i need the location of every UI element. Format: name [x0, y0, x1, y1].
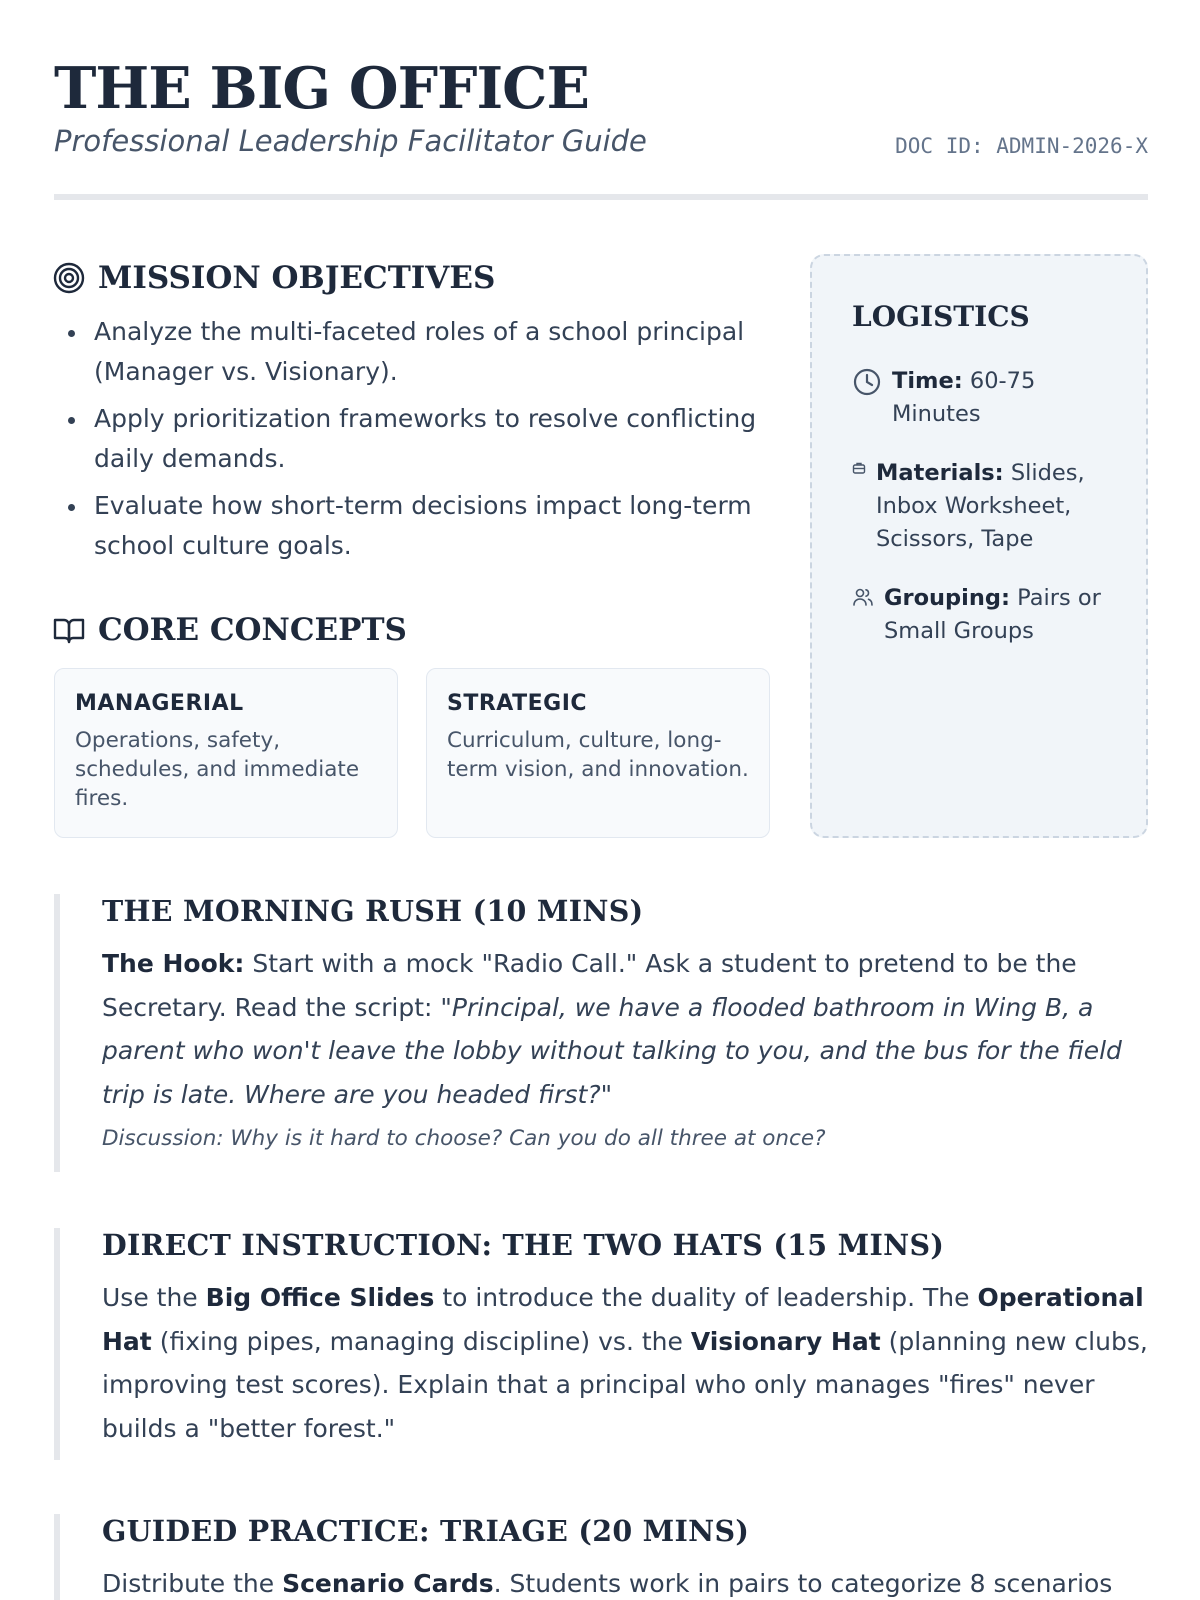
logistics-value: 60-75 Minutes: [892, 368, 1036, 427]
activity-body: [102, 1276, 1148, 1450]
concept-description: Operations, safety, schedules, and immediate fires.: [75, 728, 360, 811]
users-icon: [852, 586, 874, 608]
objectives-heading: MISSION OBJECTIVES: [98, 260, 496, 296]
hook-label: The Hook:: [102, 949, 245, 978]
body-text: (fixing pipes, managing discipline) vs. the: [159, 1326, 683, 1356]
logistics-value: Slides, Inbox Worksheet, Scissors, Tape: [876, 460, 1085, 552]
logistics-item-materials: [852, 457, 1106, 556]
concept-card-strategic: [426, 668, 770, 838]
logistics-panel: [810, 254, 1148, 838]
list-item: Analyze the multi-faceted roles of a school principal (Manager vs. Visionary).: [54, 312, 774, 392]
concepts-heading-row: [52, 612, 407, 648]
emphasis: Big Office Slides: [205, 1283, 435, 1312]
concepts-heading: CORE CONCEPTS: [98, 612, 407, 648]
page-title: THE BIG OFFICE: [54, 55, 589, 122]
logistics-item-time: [852, 365, 1106, 431]
doc-id: DOC ID: ADMIN-2026-X: [895, 134, 1148, 158]
body-text: to introduce the duality of leadership. The: [442, 1283, 970, 1312]
logistics-item-grouping: [852, 582, 1106, 648]
activity-morning-rush: [54, 894, 1148, 1172]
activity-heading: THE MORNING RUSH (10 MINS): [102, 894, 644, 928]
list-item: Evaluate how short-term decisions impact long-term school culture goals.: [54, 486, 774, 566]
concept-label: MANAGERIAL: [75, 691, 244, 716]
briefcase-icon: [852, 461, 866, 475]
body-text: . Students work in pairs to categorize 8 scenarios: [493, 1569, 1113, 1598]
concept-label: STRATEGIC: [447, 691, 588, 716]
activity-heading: DIRECT INSTRUCTION: THE TWO HATS (15 MINS): [102, 1228, 945, 1262]
emphasis: Visionary Hat: [690, 1326, 881, 1356]
hook-text: Start with a mock "Radio Call." Ask a student to pretend to be the Secretary. Read the script:: [102, 949, 1077, 1022]
body-text: Distribute the: [102, 1569, 275, 1598]
logistics-heading: LOGISTICS: [852, 300, 1030, 333]
logistics-value: Pairs or Small Groups: [884, 585, 1101, 644]
objectives-list: [54, 312, 774, 573]
clock-icon: [852, 367, 882, 397]
target-icon: [52, 261, 86, 295]
page-subtitle: Professional Leadership Facilitator Guide: [54, 124, 647, 158]
logistics-label: Materials:: [876, 460, 1004, 486]
objectives-heading-row: [52, 260, 495, 296]
emphasis: Scenario Cards: [282, 1569, 494, 1598]
book-icon: [52, 613, 86, 647]
body-text: (planning new clubs, improving test scores). Explain that a principal who only manages "fires" never builds a "better forest.": [102, 1326, 1148, 1443]
header-divider: [54, 194, 1148, 200]
logistics-label: Time:: [892, 368, 963, 394]
body-text: Use the: [102, 1283, 198, 1312]
concept-card-managerial: [54, 668, 398, 838]
emphasis: Operational Hat: [102, 1283, 1144, 1356]
logistics-label: Grouping:: [884, 585, 1010, 611]
activity-body: [102, 942, 1148, 1116]
activity-heading: GUIDED PRACTICE: TRIAGE (20 MINS): [102, 1514, 750, 1548]
list-item: Apply prioritization frameworks to resolve conflicting daily demands.: [54, 399, 774, 479]
activity-triage: [54, 1514, 1148, 1600]
activity-two-hats: [54, 1228, 1148, 1460]
activity-body: [102, 1562, 1148, 1600]
radio-script: "Principal, we have a flooded bathroom in Wing B, a parent who won't leave the lobby without talking to you, and the bus for the field trip is late. Where are you headed first?": [102, 992, 1122, 1109]
concept-description: Curriculum, culture, long-term vision, and innovation.: [447, 728, 749, 782]
discussion-prompt: Discussion: Why is it hard to choose? Can you do all three at once?: [102, 1126, 826, 1151]
